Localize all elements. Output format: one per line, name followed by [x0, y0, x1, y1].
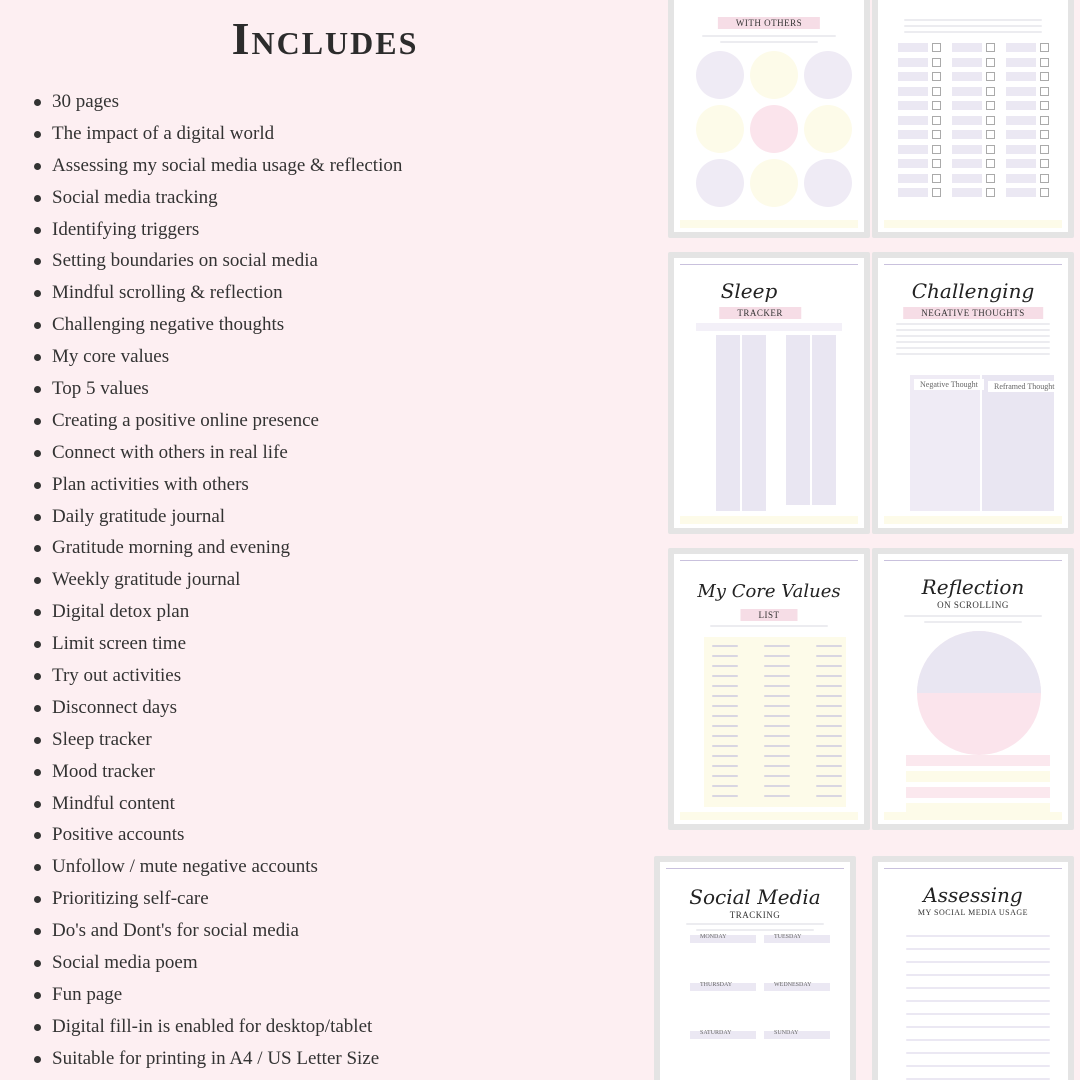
value-line — [764, 645, 790, 647]
checkbox-icon — [932, 116, 941, 125]
feature-item: Suitable for printing in A4 / US Letter Size — [30, 1043, 650, 1075]
value-line — [764, 785, 790, 787]
value-line — [764, 675, 790, 677]
feature-item: Mindful content — [30, 788, 650, 820]
feature-item: 30 pages — [30, 86, 650, 118]
checkbox-icon — [1040, 43, 1049, 52]
preview-title: Reflection — [921, 575, 1025, 599]
checklist-cell — [1006, 188, 1036, 197]
value-line — [816, 795, 842, 797]
assess-row — [906, 961, 1050, 963]
preview-subtitle: NEGATIVE THOUGHTS — [903, 307, 1043, 319]
value-line — [712, 785, 738, 787]
checkbox-icon — [986, 188, 995, 197]
checklist-cell — [898, 58, 928, 67]
checkbox-icon — [986, 58, 995, 67]
checklist-cell — [898, 72, 928, 81]
checkbox-icon — [1040, 87, 1049, 96]
checklist-cell — [898, 130, 928, 139]
checklist-cell — [952, 116, 982, 125]
day-label: SATURDAY — [700, 1030, 732, 1036]
preview-subtitle: MY SOCIAL MEDIA USAGE — [917, 908, 1029, 917]
preview-checklist — [872, 0, 1074, 238]
preview-core-values — [668, 548, 870, 830]
checklist-cell — [1006, 174, 1036, 183]
value-line — [764, 725, 790, 727]
preview-assessing — [872, 856, 1074, 1080]
checklist-cell — [898, 159, 928, 168]
value-line — [712, 645, 738, 647]
preview-subtitle: TRACKER — [719, 307, 801, 319]
checklist-cell — [952, 72, 982, 81]
value-line — [764, 655, 790, 657]
feature-item: Do's and Dont's for social media — [30, 915, 650, 947]
feature-item: Digital fill-in is enabled for desktop/tablet — [30, 1011, 650, 1043]
checkbox-icon — [986, 101, 995, 110]
preview-sleep-tracker — [668, 252, 870, 534]
checklist-cell — [1006, 145, 1036, 154]
checklist-cell — [952, 130, 982, 139]
value-line — [816, 675, 842, 677]
value-line — [816, 715, 842, 717]
value-line — [712, 675, 738, 677]
value-line — [764, 755, 790, 757]
value-line — [816, 765, 842, 767]
value-line — [764, 705, 790, 707]
feature-item: Creating a positive online presence — [30, 405, 650, 437]
value-line — [816, 685, 842, 687]
feature-item: Identifying triggers — [30, 214, 650, 246]
feature-item: The impact of a digital world — [30, 118, 650, 150]
feature-item: Daily gratitude journal — [30, 501, 650, 533]
value-line — [712, 715, 738, 717]
feature-list — [30, 86, 650, 1075]
checkbox-icon — [932, 58, 941, 67]
checkbox-icon — [986, 72, 995, 81]
value-line — [712, 685, 738, 687]
preview-title: Social Media — [689, 885, 821, 909]
value-line — [816, 705, 842, 707]
value-line — [712, 655, 738, 657]
day-label: THURSDAY — [700, 982, 733, 988]
checkbox-icon — [932, 101, 941, 110]
value-line — [764, 695, 790, 697]
feature-item: My core values — [30, 341, 650, 373]
feature-item: Plan activities with others — [30, 469, 650, 501]
checkbox-icon — [986, 87, 995, 96]
column-label: Reframed Thought — [988, 381, 1061, 392]
value-line — [816, 695, 842, 697]
feature-item: Limit screen time — [30, 628, 650, 660]
value-line — [764, 795, 790, 797]
feature-item: Social media tracking — [30, 182, 650, 214]
feature-item: Gratitude morning and evening — [30, 532, 650, 564]
checkbox-icon — [932, 188, 941, 197]
column-label: Negative Thought — [914, 379, 984, 390]
checklist-cell — [952, 159, 982, 168]
assess-row — [906, 1052, 1050, 1054]
checkbox-icon — [932, 159, 941, 168]
checklist-cell — [952, 87, 982, 96]
checklist-cell — [898, 116, 928, 125]
preview-subtitle: LIST — [741, 609, 798, 621]
day-label: TUESDAY — [774, 934, 802, 940]
value-line — [764, 745, 790, 747]
preview-subtitle: ON SCROLLING — [937, 600, 1009, 610]
day-label: MONDAY — [700, 934, 727, 940]
checklist-cell — [898, 174, 928, 183]
assess-row — [906, 987, 1050, 989]
checkbox-icon — [1040, 174, 1049, 183]
value-line — [712, 795, 738, 797]
feature-item: Digital detox plan — [30, 596, 650, 628]
checkbox-icon — [932, 87, 941, 96]
value-line — [764, 735, 790, 737]
feature-item: Weekly gratitude journal — [30, 564, 650, 596]
assess-row — [906, 1013, 1050, 1015]
value-line — [764, 775, 790, 777]
feature-item: Social media poem — [30, 947, 650, 979]
checklist-cell — [952, 43, 982, 52]
checkbox-icon — [1040, 130, 1049, 139]
value-line — [816, 785, 842, 787]
checkbox-icon — [986, 145, 995, 154]
value-line — [764, 685, 790, 687]
day-label: SUNDAY — [774, 1030, 799, 1036]
page-heading: Includes — [231, 13, 419, 64]
preview-subtitle: WITH OTHERS — [718, 17, 820, 29]
preview-challenging — [872, 252, 1074, 534]
assess-row — [906, 935, 1050, 937]
checklist-cell — [898, 145, 928, 154]
preview-title: Challenging — [911, 279, 1035, 303]
day-label: WEDNESDAY — [774, 982, 812, 988]
assess-row — [906, 1065, 1050, 1067]
checkbox-icon — [932, 174, 941, 183]
checklist-cell — [1006, 87, 1036, 96]
feature-item: Positive accounts — [30, 819, 650, 851]
preview-subtitle: TRACKING — [729, 910, 781, 920]
checkbox-icon — [1040, 58, 1049, 67]
preview-title: Assessing — [923, 883, 1023, 907]
assess-row — [906, 948, 1050, 950]
checklist-cell — [898, 188, 928, 197]
feature-item: Prioritizing self-care — [30, 883, 650, 915]
checklist-cell — [1006, 101, 1036, 110]
checklist-cell — [1006, 72, 1036, 81]
checkbox-icon — [986, 116, 995, 125]
preview-with-others — [668, 0, 870, 238]
value-line — [712, 745, 738, 747]
checklist-cell — [898, 101, 928, 110]
checkbox-icon — [986, 174, 995, 183]
value-line — [712, 725, 738, 727]
feature-item: Mood tracker — [30, 756, 650, 788]
value-line — [816, 645, 842, 647]
checklist-cell — [952, 174, 982, 183]
checklist-cell — [952, 101, 982, 110]
feature-item: Sleep tracker — [30, 724, 650, 756]
value-line — [712, 695, 738, 697]
feature-item: Connect with others in real life — [30, 437, 650, 469]
value-line — [816, 735, 842, 737]
checklist-cell — [1006, 58, 1036, 67]
checkbox-icon — [932, 72, 941, 81]
value-line — [712, 735, 738, 737]
feature-item: Mindful scrolling & reflection — [30, 277, 650, 309]
value-line — [816, 655, 842, 657]
checkbox-icon — [986, 159, 995, 168]
checklist-cell — [952, 58, 982, 67]
checkbox-icon — [932, 43, 941, 52]
preview-title: Sleep — [720, 279, 778, 303]
checkbox-icon — [1040, 145, 1049, 154]
checkbox-icon — [932, 130, 941, 139]
checklist-cell — [1006, 130, 1036, 139]
assess-row — [906, 1026, 1050, 1028]
assess-row — [906, 974, 1050, 976]
checkbox-icon — [986, 130, 995, 139]
feature-item: Challenging negative thoughts — [30, 309, 650, 341]
checklist-cell — [952, 188, 982, 197]
checkbox-icon — [1040, 188, 1049, 197]
feature-item: Disconnect days — [30, 692, 650, 724]
value-line — [816, 665, 842, 667]
checklist-cell — [1006, 159, 1036, 168]
value-line — [816, 755, 842, 757]
checkbox-icon — [1040, 101, 1049, 110]
feature-item: Setting boundaries on social media — [30, 245, 650, 277]
checkbox-icon — [1040, 159, 1049, 168]
checkbox-icon — [1040, 72, 1049, 81]
assess-row — [906, 1000, 1050, 1002]
value-line — [764, 665, 790, 667]
preview-reflection — [872, 548, 1074, 830]
value-line — [816, 725, 842, 727]
value-line — [816, 745, 842, 747]
feature-item: Assessing my social media usage & reflection — [30, 150, 650, 182]
checklist-cell — [1006, 43, 1036, 52]
checklist-cell — [898, 43, 928, 52]
checkbox-icon — [1040, 116, 1049, 125]
value-line — [712, 705, 738, 707]
checklist-cell — [1006, 116, 1036, 125]
value-line — [712, 775, 738, 777]
value-line — [816, 775, 842, 777]
value-line — [712, 665, 738, 667]
checkbox-icon — [986, 43, 995, 52]
value-line — [764, 765, 790, 767]
checklist-cell — [898, 87, 928, 96]
value-line — [712, 755, 738, 757]
feature-item: Top 5 values — [30, 373, 650, 405]
feature-item: Try out activities — [30, 660, 650, 692]
value-line — [764, 715, 790, 717]
feature-item: Fun page — [30, 979, 650, 1011]
preview-title: My Core Values — [697, 581, 841, 602]
assess-row — [906, 1039, 1050, 1041]
preview-social-media — [654, 856, 856, 1080]
checklist-cell — [952, 145, 982, 154]
feature-item: Unfollow / mute negative accounts — [30, 851, 650, 883]
checkbox-icon — [932, 145, 941, 154]
value-line — [712, 765, 738, 767]
